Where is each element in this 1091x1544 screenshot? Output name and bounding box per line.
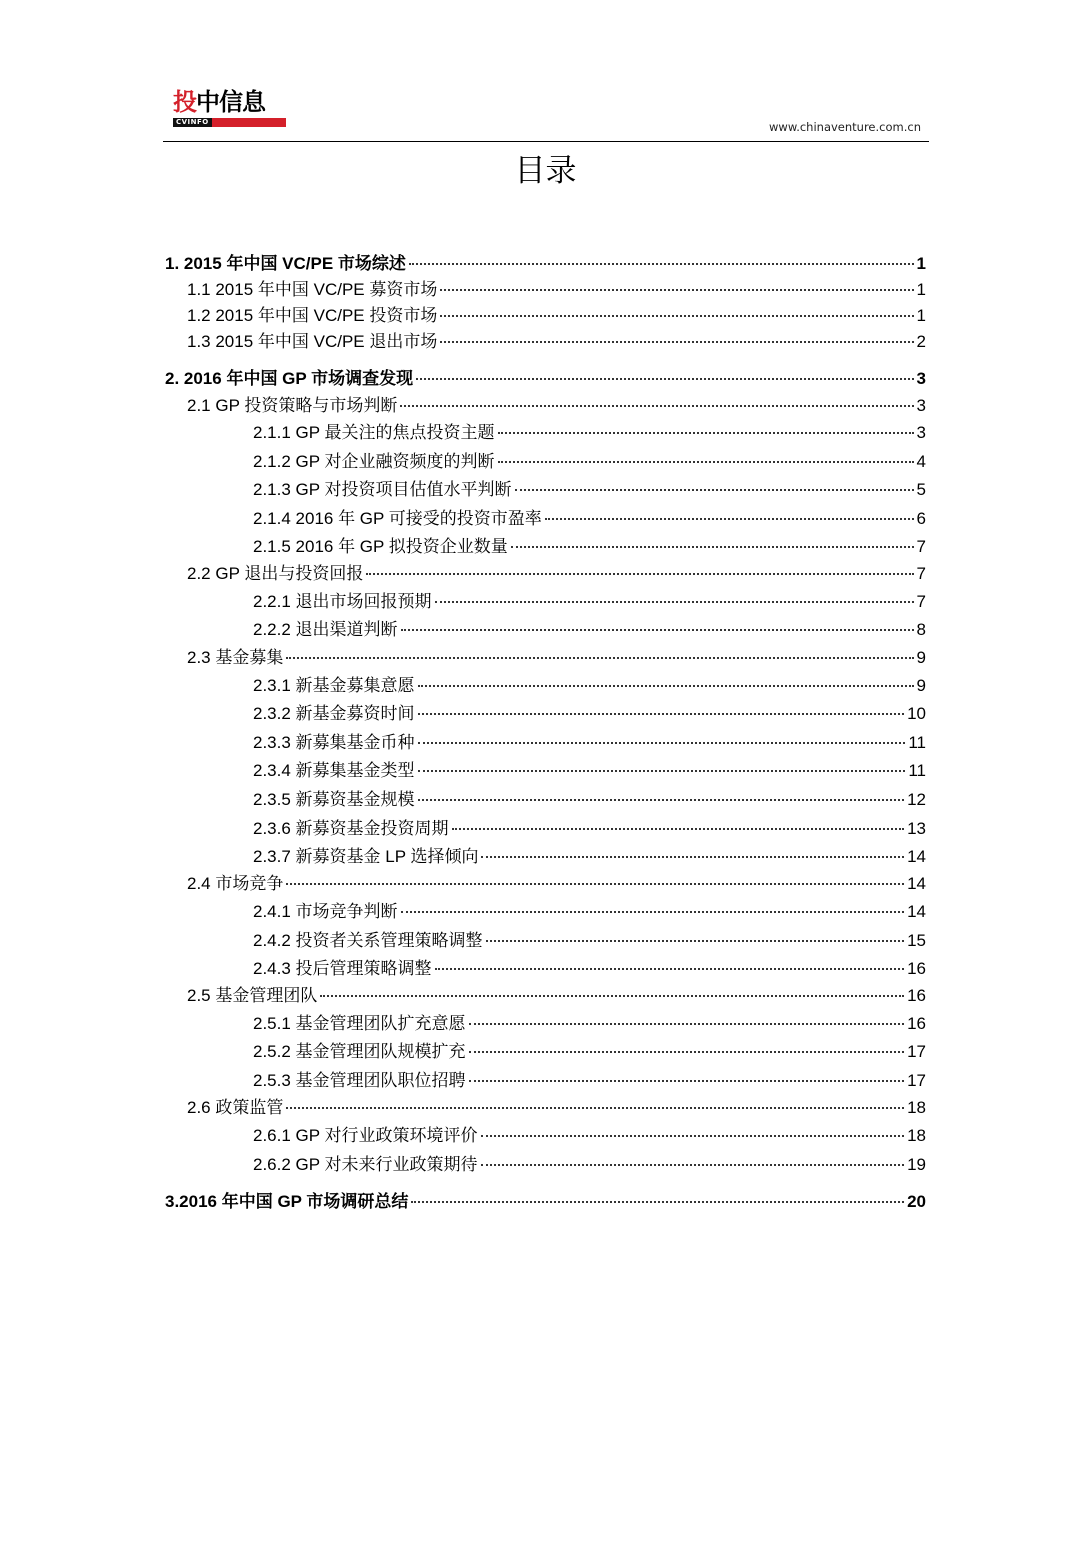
toc-entry-label: 2.3.4 新募集基金类型 xyxy=(253,761,415,780)
toc-entry[interactable] xyxy=(165,1068,926,1094)
toc-entry[interactable] xyxy=(165,1039,926,1065)
toc-dot-leader xyxy=(320,995,904,997)
toc-entry-label: 2.3.6 新募资基金投资周期 xyxy=(253,819,449,838)
toc-dot-leader xyxy=(452,828,905,830)
toc-dot-leader xyxy=(286,657,913,659)
toc-dot-leader xyxy=(411,1201,904,1203)
toc-page-number: 3 xyxy=(916,396,926,415)
toc-page-number: 2 xyxy=(916,332,926,351)
toc-entry[interactable] xyxy=(165,701,926,727)
cvinfo-logo xyxy=(173,88,293,132)
toc-dot-leader xyxy=(418,770,906,772)
toc-dot-leader xyxy=(366,573,913,575)
toc-entry[interactable] xyxy=(165,673,926,699)
toc-entry-label: 2.3.7 新募资基金 LP 选择倾向 xyxy=(253,847,479,866)
toc-entry[interactable] xyxy=(165,534,926,560)
toc-entry-label: 3.2016 年中国 GP 市场调研总结 xyxy=(165,1192,409,1211)
toc-page-number: 13 xyxy=(907,819,926,838)
toc-entry[interactable] xyxy=(165,816,926,842)
toc-dot-leader xyxy=(401,911,905,913)
toc-dot-leader xyxy=(545,518,914,520)
toc-entry[interactable] xyxy=(165,956,926,982)
toc-entry-label: 2.4.3 投后管理策略调整 xyxy=(253,959,432,978)
site-url: www.chinaventure.com.cn xyxy=(769,120,921,134)
toc-page-number: 1 xyxy=(916,254,926,273)
toc-entry[interactable] xyxy=(165,1011,926,1037)
toc-dot-leader xyxy=(469,1023,905,1025)
toc-dot-leader xyxy=(286,1107,904,1109)
toc-entry[interactable] xyxy=(165,277,926,303)
toc-entry-label: 2.1.3 GP 对投资项目估值水平判断 xyxy=(253,480,512,499)
toc-page-number: 14 xyxy=(907,902,926,921)
toc-entry-label: 2.5.2 基金管理团队规模扩充 xyxy=(253,1042,466,1061)
toc-entry-label: 2. 2016 年中国 GP 市场调查发现 xyxy=(165,369,414,388)
logo-rest: 中信息 xyxy=(196,88,265,116)
logo-chinese-text xyxy=(173,88,293,116)
toc-dot-leader xyxy=(418,713,905,715)
toc-page-number: 11 xyxy=(908,733,926,752)
toc-entry-label: 2.3.3 新募集基金币种 xyxy=(253,733,415,752)
toc-dot-leader xyxy=(498,432,914,434)
toc-entry-label: 2.2 GP 退出与投资回报 xyxy=(187,564,364,583)
toc-page-number: 16 xyxy=(907,1014,926,1033)
toc-page-number: 6 xyxy=(916,509,926,528)
toc-page-number: 11 xyxy=(908,761,926,780)
toc-entry-label: 2.5.3 基金管理团队职位招聘 xyxy=(253,1071,466,1090)
toc-entry-label: 2.1 GP 投资策略与市场判断 xyxy=(187,396,398,415)
toc-dot-leader xyxy=(409,263,914,265)
logo-english-text: CVINFO xyxy=(173,118,212,127)
toc-page-number: 15 xyxy=(907,931,926,950)
toc-page-number: 20 xyxy=(907,1192,926,1211)
toc-entry[interactable] xyxy=(165,1095,926,1121)
toc-entry[interactable] xyxy=(165,589,926,615)
toc-page-number: 9 xyxy=(916,676,926,695)
toc-entry-label: 2.2.2 退出渠道判断 xyxy=(253,620,398,639)
page-header xyxy=(163,84,929,142)
toc-entry-label: 1.3 2015 年中国 VC/PE 退出市场 xyxy=(187,332,438,351)
toc-page-number: 12 xyxy=(907,790,926,809)
toc-page-number: 14 xyxy=(907,847,926,866)
toc-page-number: 1 xyxy=(916,280,926,299)
toc-entry-label: 2.6.2 GP 对未来行业政策期待 xyxy=(253,1155,478,1174)
toc-dot-leader xyxy=(400,405,913,407)
toc-entry-label: 2.1.1 GP 最关注的焦点投资主题 xyxy=(253,423,495,442)
toc-page-number: 16 xyxy=(907,959,926,978)
toc-dot-leader xyxy=(440,289,913,291)
toc-entry-label: 1.2 2015 年中国 VC/PE 投资市场 xyxy=(187,306,438,325)
toc-page-number: 17 xyxy=(907,1042,926,1061)
toc-page-number: 7 xyxy=(916,537,926,556)
toc-entry[interactable] xyxy=(165,1189,926,1215)
toc-page-number: 3 xyxy=(916,369,926,388)
toc-entry[interactable] xyxy=(165,617,926,643)
toc-entry[interactable] xyxy=(165,329,926,355)
toc-dot-leader xyxy=(515,489,914,491)
toc-entry[interactable] xyxy=(165,730,926,756)
toc-entry[interactable] xyxy=(165,561,926,587)
toc-entry[interactable] xyxy=(165,303,926,329)
toc-dot-leader xyxy=(481,856,904,858)
toc-page-number: 18 xyxy=(907,1098,926,1117)
toc-entry-label: 2.2.1 退出市场回报预期 xyxy=(253,592,432,611)
toc-dot-leader xyxy=(418,799,905,801)
logo-red-bar xyxy=(212,118,286,127)
toc-entry-label: 2.5 基金管理团队 xyxy=(187,986,318,1005)
toc-entry-label: 2.1.2 GP 对企业融资频度的判断 xyxy=(253,452,495,471)
toc-page-number: 19 xyxy=(907,1155,926,1174)
toc-page-number: 4 xyxy=(916,452,926,471)
toc-entry-label: 2.1.5 2016 年 GP 拟投资企业数量 xyxy=(253,537,508,556)
toc-page-number: 3 xyxy=(916,423,926,442)
toc-entry-label: 1.1 2015 年中国 VC/PE 募资市场 xyxy=(187,280,438,299)
toc-entry[interactable] xyxy=(165,871,926,897)
toc-dot-leader xyxy=(416,378,913,380)
toc-entry[interactable] xyxy=(165,1152,926,1178)
toc-entry[interactable] xyxy=(165,420,926,446)
header-divider xyxy=(163,141,929,142)
toc-page-number: 16 xyxy=(907,986,926,1005)
toc-entry-label: 2.5.1 基金管理团队扩充意愿 xyxy=(253,1014,466,1033)
toc-dot-leader xyxy=(481,1135,905,1137)
toc-entry[interactable] xyxy=(165,844,926,870)
toc-entry[interactable] xyxy=(165,506,926,532)
toc-entry[interactable] xyxy=(165,787,926,813)
toc-dot-leader xyxy=(401,629,914,631)
toc-entry[interactable] xyxy=(165,899,926,925)
toc-dot-leader xyxy=(469,1051,905,1053)
toc-entry[interactable] xyxy=(165,758,926,784)
toc-dot-leader xyxy=(286,883,904,885)
toc-page-number: 7 xyxy=(916,564,926,583)
toc-page-number: 5 xyxy=(916,480,926,499)
toc-dot-leader xyxy=(440,315,913,317)
toc-entry-label: 1. 2015 年中国 VC/PE 市场综述 xyxy=(165,254,406,273)
toc-title: 目录 xyxy=(514,153,577,189)
toc-entry-label: 2.1.4 2016 年 GP 可接受的投资市盈率 xyxy=(253,509,542,528)
logo-first-char: 投 xyxy=(173,88,196,116)
toc-dot-leader xyxy=(469,1080,905,1082)
toc-dot-leader xyxy=(440,341,913,343)
toc-dot-leader xyxy=(498,461,914,463)
toc-dot-leader xyxy=(481,1164,905,1166)
toc-page-number: 14 xyxy=(907,874,926,893)
toc-dot-leader xyxy=(435,968,905,970)
toc-entry-label: 2.3.2 新基金募资时间 xyxy=(253,704,415,723)
toc-entry-label: 2.6.1 GP 对行业政策环境评价 xyxy=(253,1126,478,1145)
toc-entry[interactable] xyxy=(165,251,926,277)
toc-dot-leader xyxy=(418,742,906,744)
toc-entry[interactable] xyxy=(165,366,926,392)
toc-entry[interactable] xyxy=(165,393,926,419)
toc-entry[interactable] xyxy=(165,928,926,954)
toc-dot-leader xyxy=(511,546,914,548)
toc-page-number: 1 xyxy=(916,306,926,325)
toc-dot-leader xyxy=(418,685,914,687)
toc-dot-leader xyxy=(435,601,914,603)
toc-entry-label: 2.3.1 新基金募集意愿 xyxy=(253,676,415,695)
toc-page-number: 17 xyxy=(907,1071,926,1090)
toc-entry-label: 2.4.1 市场竞争判断 xyxy=(253,902,398,921)
toc-entry-label: 2.4.2 投资者关系管理策略调整 xyxy=(253,931,483,950)
toc-page-number: 10 xyxy=(907,704,926,723)
toc-entry[interactable] xyxy=(165,449,926,475)
logo-bar xyxy=(173,118,286,127)
toc-page-number: 9 xyxy=(916,648,926,667)
toc-entry-label: 2.3 基金募集 xyxy=(187,648,284,667)
toc-page-number: 7 xyxy=(916,592,926,611)
toc-page-number: 18 xyxy=(907,1126,926,1145)
toc-entry-label: 2.4 市场竞争 xyxy=(187,874,284,893)
toc-entry[interactable] xyxy=(165,1123,926,1149)
toc-entry[interactable] xyxy=(165,645,926,671)
toc-entry[interactable] xyxy=(165,477,926,503)
toc-entry-label: 2.6 政策监管 xyxy=(187,1098,284,1117)
toc-entry-label: 2.3.5 新募资基金规模 xyxy=(253,790,415,809)
toc-page-number: 8 xyxy=(916,620,926,639)
toc-entry[interactable] xyxy=(165,983,926,1009)
toc-dot-leader xyxy=(486,940,905,942)
